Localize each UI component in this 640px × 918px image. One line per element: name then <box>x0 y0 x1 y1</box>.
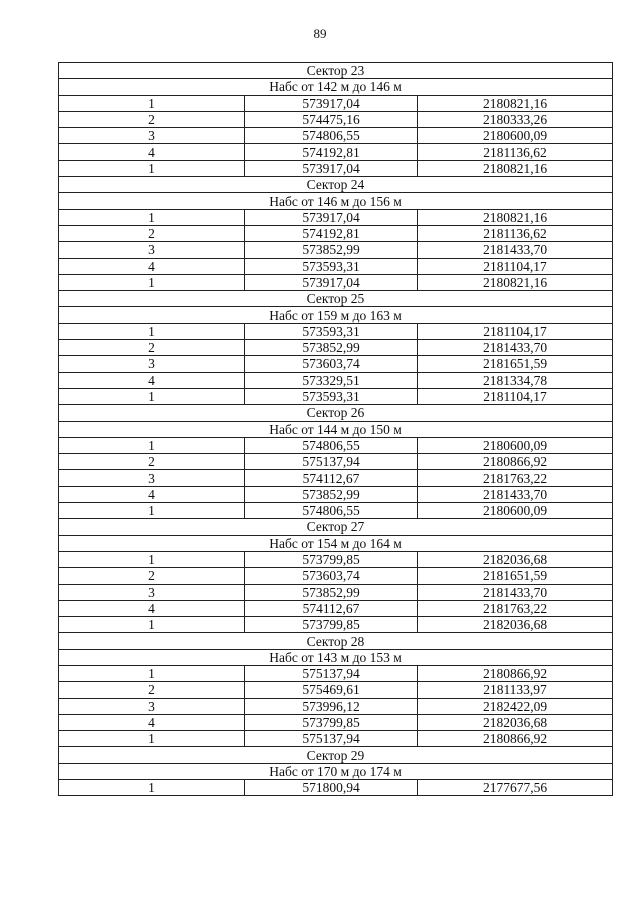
point-number: 1 <box>59 95 245 111</box>
coordinate-x: 573917,04 <box>245 274 418 290</box>
point-number: 3 <box>59 242 245 258</box>
coordinate-y: 2181433,70 <box>418 242 613 258</box>
point-number: 4 <box>59 600 245 616</box>
coordinate-y: 2181334,78 <box>418 372 613 388</box>
point-number: 2 <box>59 225 245 241</box>
coordinate-y: 2181433,70 <box>418 340 613 356</box>
coordinate-y: 2180600,09 <box>418 128 613 144</box>
sector-range: Набс от 170 м до 174 м <box>59 763 613 779</box>
point-number: 2 <box>59 568 245 584</box>
coordinate-x: 575469,61 <box>245 682 418 698</box>
point-number: 1 <box>59 551 245 567</box>
point-number: 2 <box>59 340 245 356</box>
coordinate-x: 575137,94 <box>245 454 418 470</box>
coordinate-x: 573603,74 <box>245 356 418 372</box>
coordinate-x: 574112,67 <box>245 600 418 616</box>
point-number: 1 <box>59 388 245 404</box>
point-number: 3 <box>59 470 245 486</box>
sector-range-row <box>59 307 613 323</box>
coordinate-x: 573799,85 <box>245 714 418 730</box>
table-row <box>59 160 613 176</box>
coordinate-x: 575137,94 <box>245 731 418 747</box>
coordinate-x: 573799,85 <box>245 551 418 567</box>
coordinate-x: 574112,67 <box>245 470 418 486</box>
coordinates-table-body <box>59 63 613 796</box>
coordinate-y: 2180821,16 <box>418 95 613 111</box>
coordinate-y: 2177677,56 <box>418 780 613 796</box>
table-row <box>59 388 613 404</box>
point-number: 1 <box>59 437 245 453</box>
coordinate-x: 574192,81 <box>245 144 418 160</box>
coordinate-x: 573917,04 <box>245 209 418 225</box>
sector-title: Сектор 27 <box>59 519 613 535</box>
coordinate-y: 2181651,59 <box>418 356 613 372</box>
table-row <box>59 144 613 160</box>
coordinate-y: 2180821,16 <box>418 274 613 290</box>
sector-title-row <box>59 633 613 649</box>
sector-range-row <box>59 421 613 437</box>
coordinate-y: 2181104,17 <box>418 258 613 274</box>
sector-title: Сектор 28 <box>59 633 613 649</box>
coordinate-y: 2181763,22 <box>418 600 613 616</box>
coordinate-x: 573329,51 <box>245 372 418 388</box>
point-number: 1 <box>59 731 245 747</box>
table-row <box>59 617 613 633</box>
coordinate-y: 2181136,62 <box>418 144 613 160</box>
sector-title: Сектор 26 <box>59 405 613 421</box>
coordinate-y: 2180600,09 <box>418 503 613 519</box>
sector-title: Сектор 23 <box>59 63 613 79</box>
coordinate-y: 2181104,17 <box>418 323 613 339</box>
point-number: 1 <box>59 665 245 681</box>
sector-range: Набс от 142 м до 146 м <box>59 79 613 95</box>
table-row <box>59 111 613 127</box>
coordinates-table <box>58 62 613 796</box>
coordinate-x: 574806,55 <box>245 128 418 144</box>
point-number: 3 <box>59 128 245 144</box>
coordinate-x: 573852,99 <box>245 584 418 600</box>
coordinate-x: 573996,12 <box>245 698 418 714</box>
coordinate-y: 2182036,68 <box>418 714 613 730</box>
sector-title-row <box>59 291 613 307</box>
table-row <box>59 665 613 681</box>
coordinate-x: 571800,94 <box>245 780 418 796</box>
coordinate-y: 2181133,97 <box>418 682 613 698</box>
coordinate-x: 573603,74 <box>245 568 418 584</box>
coordinate-y: 2181651,59 <box>418 568 613 584</box>
sector-range: Набс от 154 м до 164 м <box>59 535 613 551</box>
coordinate-x: 573917,04 <box>245 95 418 111</box>
table-row <box>59 486 613 502</box>
table-row <box>59 95 613 111</box>
point-number: 2 <box>59 454 245 470</box>
table-row <box>59 242 613 258</box>
sector-range: Набс от 143 м до 153 м <box>59 649 613 665</box>
sector-title-row <box>59 747 613 763</box>
sector-range-row <box>59 763 613 779</box>
coordinate-y: 2182036,68 <box>418 617 613 633</box>
coordinate-y: 2180866,92 <box>418 731 613 747</box>
sector-title-row <box>59 177 613 193</box>
sector-range-row <box>59 79 613 95</box>
point-number: 4 <box>59 372 245 388</box>
point-number: 1 <box>59 503 245 519</box>
sector-title-row <box>59 519 613 535</box>
table-row <box>59 714 613 730</box>
point-number: 3 <box>59 584 245 600</box>
table-row <box>59 323 613 339</box>
sector-range: Набс от 159 м до 163 м <box>59 307 613 323</box>
coordinate-x: 573593,31 <box>245 388 418 404</box>
coordinate-y: 2180333,26 <box>418 111 613 127</box>
coordinate-y: 2180821,16 <box>418 209 613 225</box>
coordinate-y: 2182422,09 <box>418 698 613 714</box>
table-row <box>59 454 613 470</box>
sector-title-row <box>59 405 613 421</box>
coordinate-y: 2181104,17 <box>418 388 613 404</box>
page-number: 89 <box>313 26 327 41</box>
coordinate-y: 2182036,68 <box>418 551 613 567</box>
coordinate-y: 2180866,92 <box>418 454 613 470</box>
coordinate-x: 573852,99 <box>245 242 418 258</box>
sector-range: Набс от 146 м до 156 м <box>59 193 613 209</box>
table-row <box>59 356 613 372</box>
sector-title: Сектор 29 <box>59 747 613 763</box>
point-number: 4 <box>59 714 245 730</box>
table-row <box>59 682 613 698</box>
table-row <box>59 209 613 225</box>
coordinate-y: 2181433,70 <box>418 584 613 600</box>
coordinate-x: 574192,81 <box>245 225 418 241</box>
point-number: 2 <box>59 111 245 127</box>
coordinate-y: 2180600,09 <box>418 437 613 453</box>
point-number: 1 <box>59 274 245 290</box>
table-row <box>59 731 613 747</box>
coordinate-x: 573917,04 <box>245 160 418 176</box>
coordinate-y: 2181433,70 <box>418 486 613 502</box>
table-row <box>59 340 613 356</box>
coordinate-x: 573593,31 <box>245 323 418 339</box>
coordinate-x: 573852,99 <box>245 340 418 356</box>
table-row <box>59 600 613 616</box>
point-number: 4 <box>59 258 245 274</box>
table-row <box>59 698 613 714</box>
table-row <box>59 437 613 453</box>
point-number: 1 <box>59 323 245 339</box>
table-row <box>59 225 613 241</box>
table-row <box>59 470 613 486</box>
point-number: 1 <box>59 617 245 633</box>
coordinate-x: 573799,85 <box>245 617 418 633</box>
coordinate-y: 2180866,92 <box>418 665 613 681</box>
coordinate-x: 574806,55 <box>245 503 418 519</box>
sector-range-row <box>59 535 613 551</box>
coordinate-x: 573852,99 <box>245 486 418 502</box>
point-number: 3 <box>59 698 245 714</box>
table-row <box>59 503 613 519</box>
table-row <box>59 551 613 567</box>
coordinate-x: 573593,31 <box>245 258 418 274</box>
point-number: 4 <box>59 486 245 502</box>
point-number: 1 <box>59 160 245 176</box>
sector-range-row <box>59 649 613 665</box>
table-row <box>59 568 613 584</box>
coordinate-y: 2180821,16 <box>418 160 613 176</box>
point-number: 1 <box>59 780 245 796</box>
table-row <box>59 372 613 388</box>
sector-range: Набс от 144 м до 150 м <box>59 421 613 437</box>
point-number: 4 <box>59 144 245 160</box>
point-number: 3 <box>59 356 245 372</box>
sector-range-row <box>59 193 613 209</box>
coordinate-y: 2181136,62 <box>418 225 613 241</box>
table-row <box>59 128 613 144</box>
coordinate-x: 574475,16 <box>245 111 418 127</box>
sector-title: Сектор 24 <box>59 177 613 193</box>
coordinate-x: 574806,55 <box>245 437 418 453</box>
sector-title: Сектор 25 <box>59 291 613 307</box>
point-number: 2 <box>59 682 245 698</box>
table-row <box>59 258 613 274</box>
table-row <box>59 584 613 600</box>
table-row <box>59 780 613 796</box>
point-number: 1 <box>59 209 245 225</box>
coordinate-y: 2181763,22 <box>418 470 613 486</box>
coordinate-x: 575137,94 <box>245 665 418 681</box>
sector-title-row <box>59 63 613 79</box>
table-row <box>59 274 613 290</box>
